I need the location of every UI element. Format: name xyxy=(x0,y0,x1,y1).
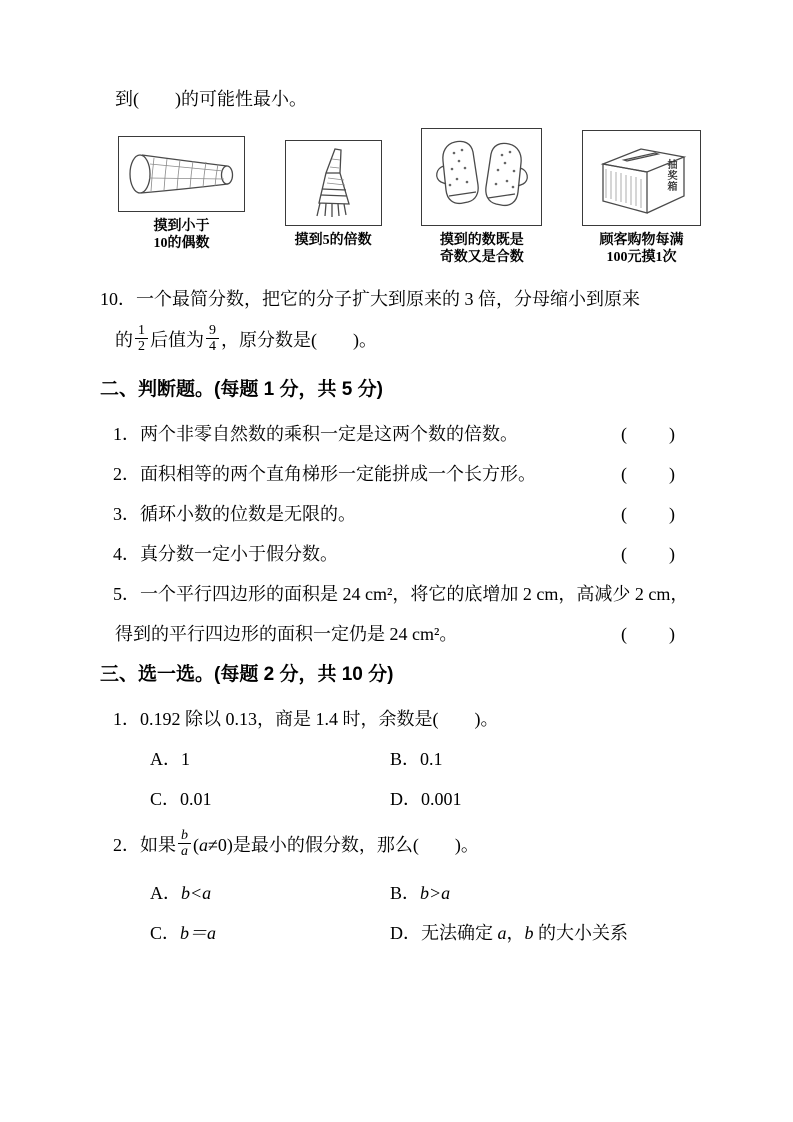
option-c: C．b＝a xyxy=(150,923,217,943)
option-a: A．1 xyxy=(150,749,190,769)
figure-prize-box-caption xyxy=(599,232,683,266)
text-run: 后值为 xyxy=(150,330,204,350)
math-expression: b>a xyxy=(420,883,451,903)
option-b: B．b>a xyxy=(390,883,451,903)
judgment-text: 4．真分数一定小于假分数。 xyxy=(113,544,338,564)
answer-blank: ( ) xyxy=(621,624,677,644)
judgment-text: 2．面积相等的两个直角梯形一定能拼成一个长方形。 xyxy=(113,464,536,484)
choice-q2-options-row1 xyxy=(100,880,701,906)
choice-q1-options-row1 xyxy=(100,746,701,772)
prize-box-label: 抽奖箱 xyxy=(664,159,676,192)
question-9-continuation: 到( )的可能性最小。 xyxy=(115,89,307,109)
answer-blank: ( ) xyxy=(621,544,677,564)
variable-a: a xyxy=(199,835,208,855)
judgment-text: 1．两个非零自然数的乘积一定是这两个数的倍数。 xyxy=(113,424,518,444)
judgment-item-4 xyxy=(100,541,701,567)
option-d: D．无法确定 a，b 的大小关系 xyxy=(390,923,628,943)
mittens-illustration xyxy=(432,135,532,219)
choice-q1-options-row2 xyxy=(100,786,701,812)
caption-line: 摸到5的倍数 xyxy=(294,233,372,248)
text-run: 2．如果 xyxy=(113,835,176,855)
text-run: ( xyxy=(193,835,199,855)
choice-question-2 xyxy=(100,826,701,864)
option-d: D．0.001 xyxy=(390,789,462,809)
text-run: ≠0)是最小的假分数，那么( )。 xyxy=(208,835,479,855)
prize-box-image-frame xyxy=(582,130,701,226)
judgment-item-5-line2 xyxy=(100,621,701,647)
caption-line: 10的偶数 xyxy=(153,236,210,251)
choice-q2-options-row2 xyxy=(100,920,701,946)
judgment-text: 3．循环小数的位数是无限的。 xyxy=(113,504,356,524)
question-10-line2 xyxy=(100,322,701,358)
choice-question-1: 1．0.192 除以 0.13，商是 1.4 时，余数是( )。 xyxy=(113,709,499,729)
option-a: A．b<a xyxy=(150,883,212,903)
text-run: 的 xyxy=(115,330,133,350)
caption-line: 顾客购物每满 xyxy=(599,233,684,248)
variable-b: b xyxy=(524,923,534,943)
answer-blank: ( ) xyxy=(621,424,677,444)
figure-roll-caption xyxy=(154,218,210,252)
figure-prize-box xyxy=(582,128,701,266)
answer-blank: ( ) xyxy=(621,504,677,524)
judgment-text: 得到的平行四边形的面积一定仍是 24 cm²。 xyxy=(115,624,458,644)
figure-mittens-caption xyxy=(440,232,524,266)
judgment-item-3 xyxy=(100,501,701,527)
math-expression: b＝a xyxy=(180,923,217,943)
caption-line: 100元摸1次 xyxy=(606,250,677,265)
figure-scarf xyxy=(285,128,382,249)
judgment-item-2 xyxy=(100,461,701,487)
figure-roll xyxy=(118,128,245,252)
fraction-one-half: $\frac{1}{2}$ xyxy=(135,323,148,354)
caption-line: 奇数又是合数 xyxy=(439,250,524,265)
judgment-item-1 xyxy=(100,421,701,447)
figure-mittens xyxy=(421,128,542,266)
section-2-title: 二、判断题。(每题 1 分，共 5 分) xyxy=(100,379,383,400)
question-10-line1: 10．一个最简分数，把它的分子扩大到原来的 3 倍，分母缩小到原来 xyxy=(100,289,640,309)
option-b: B．0.1 xyxy=(390,749,443,769)
scarf-image-frame xyxy=(285,140,382,226)
roll-illustration xyxy=(126,146,238,202)
mittens-image-frame xyxy=(421,128,542,226)
scarf-illustration xyxy=(301,145,365,221)
caption-line: 摸到小于 xyxy=(153,219,210,234)
fraction-nine-fourths: $\frac{9}{4}$ xyxy=(206,323,219,354)
question-10 xyxy=(100,286,701,358)
section-3-title: 三、选一选。(每题 2 分，共 10 分) xyxy=(100,664,394,685)
fraction-b-over-a: $\frac{b}{a}$ xyxy=(178,828,191,859)
math-expression: b<a xyxy=(181,883,212,903)
option-c: C．0.01 xyxy=(150,789,212,809)
probability-figures-row xyxy=(118,128,701,266)
answer-blank: ( ) xyxy=(621,464,677,484)
variable-a: a xyxy=(497,923,507,943)
judgment-item-5-line1: 5．一个平行四边形的面积是 24 cm²，将它的底增加 2 cm，高减少 2 cm， xyxy=(113,584,689,604)
caption-line: 摸到的数既是 xyxy=(439,233,524,248)
text-run: ，原分数是( )。 xyxy=(221,330,377,350)
figure-scarf-caption xyxy=(295,232,372,249)
roll-image-frame xyxy=(118,136,245,212)
